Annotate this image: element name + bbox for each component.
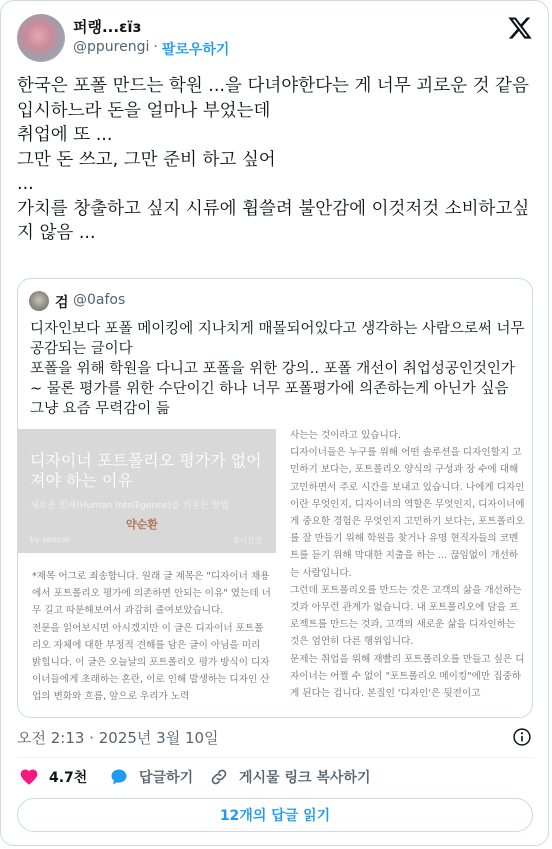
article-banner-time: 5시간전: [234, 536, 263, 545]
article-banner-title: 디자이너 포트폴리오 평가가 없어져야 하는 이유: [30, 451, 262, 490]
reply-action[interactable]: [109, 767, 193, 787]
author-handle[interactable]: @ppurengi: [73, 39, 150, 55]
read-replies-button[interactable]: 12개의 답글 읽기: [17, 798, 533, 832]
quote-author-name: 검: [55, 295, 69, 311]
footer-divider: [17, 757, 533, 758]
tweet-timestamp[interactable]: 오전 2:13 · 2025년 3월 10일: [17, 729, 219, 747]
quote-author-handle: @0afos: [73, 292, 126, 308]
reply-bubble-icon: [109, 767, 129, 787]
author-handle-row: [73, 39, 229, 59]
article-banner-byline: by seezak: [30, 535, 71, 544]
article-left-column: *제목 어그로 죄송합니다. 원래 글 제목은 "디자이너 채용에서 포트폴리오 평가에 의존하면 안되는 이유" 였는데 너무 길고 따분해보여서 과감히 줄여보았습니다. 전문을 읽어보시면 아시겠지만 이 글은 디자이너 포트폴리오 자체에 대한 부정적 견해를 담은 글이 아님을 미리 밝힙니다. 이 글은 오늘날의 포트폴리오 평가 방식이 디자이너들에게 초래하는 혼란, 이로 인해 발생하는 디자인 산업의 변화와 흐름, 앞으로 우리가 노력: [32, 571, 271, 703]
reply-label: 답글하기: [139, 770, 194, 786]
like-count: 4.7천: [49, 770, 88, 786]
x-logo-icon[interactable]: [507, 15, 533, 41]
quote-text: 디자인보다 포폴 메이킹에 지나치게 매몰되어있다고 생각하는 사람으로써 너무 공감되는 글이다 포폴을 위해 학원을 다니고 포폴을 위한 강의.. 포폴 개선이 취업성공인것인가~ 물론 평가를 위한 수단이긴 하나 너무 포폴평가에 의존하는게 아닌가 싶음 그냥 요즘 무력감이 듦: [30, 321, 525, 417]
quote-attached-image[interactable]: [18, 429, 532, 718]
quote-author-avatar: [29, 291, 49, 311]
quoted-tweet[interactable]: [17, 278, 533, 718]
author-avatar[interactable]: [17, 14, 65, 62]
copy-link-action[interactable]: [209, 767, 370, 787]
author-display-name[interactable]: 퍼랭...εïз: [73, 18, 142, 36]
article-right-column: 사는는 것이라고 있습니다. 디자이너들은 누구를 위해 어떤 솔루션을 디자인할지 고민하기 보다는, 포트폴리오 양식의 구성과 장 수에 대해 고민하면서 주로 시간을 보내고 있습니다. 나에게 디자인이란 무엇인지, 디자이너의 역할은 무엇인지, 디자이너에게 중요한 경험은 무엇인지 고민하기 보다는, 포트폴리오를 잘 만들기 위해 학원을 찾거나 유명 현직자들의 코멘트를 듣기 위해 막대한 지출을 하는 ... 끊임없이 개선하는 사람입니다. 그런데 포트폴리오를 만드는 것은 고객의 삶을 개선하는 것과 아무런 관계가 없습니다. 내 포트폴리오에 담을 프로젝트를 만드는 것과, 고객의 새로운 삶을 디자인하는 것은 엄연히 다른 행위입니다. 문제는 취업을 위해 재빨리 포트폴리오를 만들고 싶은 디자이너는 어쩔 수 없이 "포트폴리오 메이킹"에만 집중하게 된다는 겁니다. 본질인 '디자인'은 뒷전이고: [290, 430, 525, 700]
copy-link-label: 게시물 링크 복사하기: [239, 770, 371, 786]
heart-icon: [19, 767, 39, 787]
link-icon: [209, 767, 229, 787]
like-action[interactable]: [19, 767, 87, 787]
article-banner-subtitle: 새로운 인재(Human Intelligence)를 키우는 방법: [30, 501, 229, 511]
article-banner-author: 약순환: [126, 518, 158, 531]
handle-separator: ·: [153, 39, 158, 55]
follow-button[interactable]: 팔로우하기: [161, 42, 230, 58]
info-icon[interactable]: [512, 727, 532, 747]
tweet-text: 한국은 포폴 만드는 학원 ...을 다녀야한다는 게 너무 괴로운 것 같음 입시하느라 돈을 얼마나 부었는데 취업에 또 ... 그만 돈 쓰고, 그만 준비 하고 싶어 ... 가치를 창출하고 싶지 시류에 휩쓸려 불안감에 이것저것 소비하고싶지 않음 ...: [17, 76, 530, 243]
article-banner: [18, 429, 276, 553]
